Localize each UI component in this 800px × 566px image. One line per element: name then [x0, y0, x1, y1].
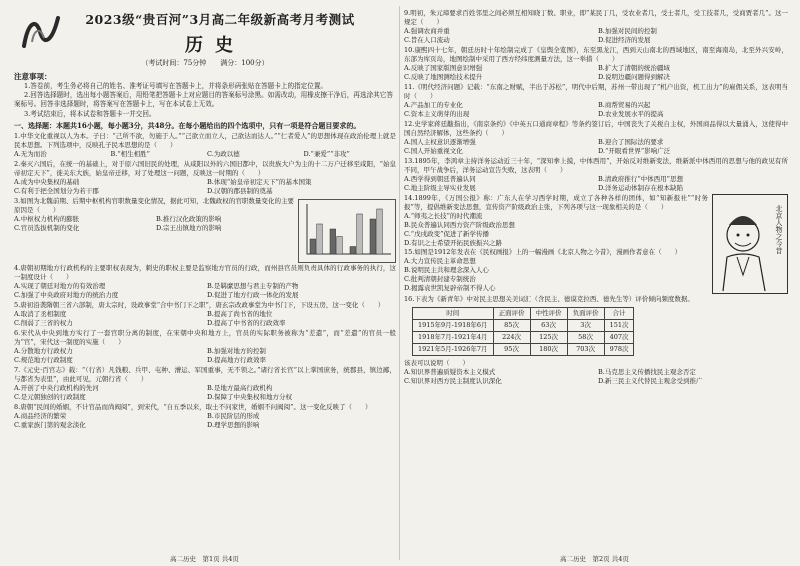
option-c: C.地主阶级主导实业发展 — [404, 184, 476, 192]
table-cell: 1921年5月-1926年7月 — [413, 344, 494, 356]
option-c: C.加强了中央政府对地方的统治力度 — [14, 291, 119, 300]
table-header-row — [413, 308, 634, 320]
option-c: C.“戊戌政变”促进了新学传播 — [404, 230, 489, 238]
table-cell: 1915年9月-1918年6月 — [413, 320, 494, 332]
table-cell: 978次 — [604, 344, 634, 356]
cartoon-illustration — [712, 194, 788, 294]
option-b: B.推行汉化政策的影响 — [156, 215, 222, 224]
option-b: B.是羁縻思想与君主专制的产物 — [207, 282, 299, 291]
question-7 — [14, 366, 396, 402]
bar-前期-4 — [370, 219, 376, 254]
option-b: B.迎合了国际法的要求 — [598, 138, 664, 146]
question-stem: 12.史学家蒋廷黻指出，《南京条约》《中英五口通商章程》等条约签订后，中国丧失了关税自主权，外国商品得以大量涌入，这使得中国自然经济解体，这些条约（ ） — [404, 120, 788, 137]
table-cell: 63次 — [530, 320, 567, 332]
option-d: D.说明边疆问题得到解决 — [598, 73, 671, 81]
question-3 — [14, 197, 396, 263]
table-header: 时间 — [413, 308, 494, 320]
table-cell: 125次 — [530, 332, 567, 344]
option-d: D.理学思想的影响 — [207, 421, 260, 430]
option-a: A.国人主权意识逐渐增强 — [404, 138, 476, 146]
option-a: A.开创了中央行政机构的先河 — [14, 384, 99, 393]
option-d: D.新三民主义代替民主观念受到推广 — [598, 377, 703, 385]
question-13 — [404, 157, 788, 193]
option-c: C.反映了地图测绘技术提升 — [404, 73, 483, 81]
table-cell: 703次 — [567, 344, 604, 356]
table-cell: 151次 — [604, 320, 634, 332]
option-d: D.有识之士希望开拓民族振兴之路 — [404, 239, 503, 247]
option-b: B.民众普遍认同西方资产阶级政治思想 — [404, 221, 515, 229]
option-d: D.宗王出镇地方的影响 — [156, 224, 222, 233]
bar-前期-1 — [310, 239, 316, 254]
option-d: D.农业发展水平的提高 — [598, 110, 664, 118]
option-a: A.知识界普遍质疑资本主义模式 — [404, 368, 496, 376]
question-stem: 6.宋代从中央到地方实行了一套官职分离的制度，在宋朝中央和地方上，官员的实际职务被称为“差遣”，而“差遣”的官员一般为“官”，宋代这一制度的实施（ ） — [14, 329, 396, 347]
option-a: A.中枢权力机构的膨胀 — [14, 215, 80, 224]
question-4 — [14, 264, 396, 300]
table-row — [413, 344, 634, 356]
question-5 — [14, 301, 396, 328]
table-cell: 85次 — [493, 320, 530, 332]
option-b: B.加强对地方的控制 — [207, 347, 266, 356]
option-c: C.规范地方行政制度 — [14, 356, 73, 365]
page-divider — [399, 6, 400, 560]
option-c: C.国人开始重视文化 — [404, 147, 463, 155]
note-item: 3.考试结束后，将本试卷和答题卡一并交回。 — [24, 109, 156, 118]
table-cell: 1918年7月-1921年4月 — [413, 332, 494, 344]
option-b: B.扩大了清朝的统治疆域 — [598, 64, 670, 72]
note-item: 1.答卷前，考生务必将自己的姓名、准考证号填写在答题卡上，并将条形码张贴在答题卡上的指定位置。 — [24, 82, 328, 90]
option-a: A.西学得到朝廷普遍认同 — [404, 175, 476, 183]
option-b: B.“相生相胜” — [110, 150, 150, 159]
school-logo-icon — [18, 12, 64, 52]
question-12 — [404, 120, 788, 156]
question-8 — [14, 403, 396, 430]
question-2 — [14, 160, 396, 196]
option-b: B.体现“始皇帝初定天下”的基本国策 — [207, 178, 312, 187]
notes-heading: 注意事项： — [14, 72, 52, 81]
question-tail: 该表可以说明（ ） — [404, 359, 469, 367]
page-footer-right: 高二历史 第2页 共4页 — [560, 555, 629, 563]
option-c: C.有利于把全国划分为若干郡 — [14, 187, 99, 196]
table-cell: 407次 — [604, 332, 634, 344]
option-d: D.揭露袁世凯复辟帝制不得人心 — [404, 284, 496, 292]
table-cell: 95次 — [493, 344, 530, 356]
option-b: B.清政府推行“中体西用”思想 — [598, 175, 683, 183]
bar-后期-1 — [317, 224, 323, 254]
question-stem: 8.唐朝“民间的婚姻，不计官品而尚阀阅”，到宋代，“自五季以来，取士不问家世，婚姻不问阀阅”。这一变化反映了（ ） — [14, 403, 372, 412]
bar-前期-3 — [350, 247, 356, 255]
option-a: A.产品加工的专业化 — [404, 101, 463, 109]
table-header: 合计 — [604, 308, 634, 320]
question-stem: 16.下表为《新青年》中对民主思想关美词汇（含民主、德谟克拉西、德先生等）评价倾向频度数据。 — [404, 295, 694, 303]
option-b: B.加强对民间的控制 — [598, 27, 657, 35]
section-heading: 一、选择题：本题共16小题，每小题3分，共48分。在每小题给出的四个选项中，只有一项是符合题目要求的。 — [14, 120, 361, 130]
option-c: C.重家族门第的观念淡化 — [14, 421, 86, 430]
question-stem: 14.1899年，《万国公报》称：广东人在学习西学时期，成立了各种各样的团体，如“知新报社”“时务报”等，提倡维新变法思想，宣传资产阶级政治主张，下列各项与这一现象相关的是（ ） — [404, 194, 708, 211]
option-d: D.汉朝的郡县制的奠基 — [207, 187, 273, 196]
option-a: A.成为中央集权的基础 — [14, 178, 80, 187]
option-c: C.资本主义萌芽的出现 — [404, 110, 470, 118]
bar-前期-2 — [330, 229, 336, 254]
question-15-stem: 15.如图是1912年发表在《民权画报》上的一幅漫画《北京人物之今昔》，漫画作者意在（ ） — [404, 248, 682, 256]
page-1 — [14, 8, 396, 548]
option-b: B.市民阶层的形成 — [207, 412, 260, 421]
table-cell: 180次 — [530, 344, 567, 356]
frequency-table — [412, 307, 634, 356]
bar-后期-4 — [377, 209, 383, 254]
page-2 — [404, 8, 788, 548]
subject-title: 历史 — [185, 35, 245, 56]
question-9 — [404, 9, 788, 45]
option-c: C.为政以德 — [207, 150, 240, 159]
note-item: 2.回答选择题时，选出每小题答案后，用铅笔把答题卡上对应题目的答案标号涂黑。如需改动，用橡皮擦干净后，再选涂其它答案标号。回答非选择题时，将答案写在答题卡上，写在本试卷上无效。 — [14, 91, 393, 109]
option-c: C.官员选拔机制的变化 — [14, 224, 80, 233]
option-c: C.削弱了三省的权力 — [14, 319, 73, 328]
question-stem: 1.中华文化重视以人为本。子曰：“己所不欲，勿施于人。”“己欲立而立人，己欲达而达人。”“仁者爱人”的思想体现在政治伦理上就是民本思想。下列选项中，反映孔子民本思想的是（ ） — [14, 132, 396, 150]
cartoon-caption: 北京人物之今昔 — [775, 205, 783, 254]
page-footer-left: 高二历史 第1页 共4页 — [170, 555, 239, 563]
option-a: A.反映了国家版图意识增强 — [404, 64, 483, 72]
table-header: 正面评价 — [493, 308, 530, 320]
option-d: D.促进了地方行政一体化的发展 — [207, 291, 299, 300]
table-row — [413, 332, 634, 344]
option-d: D.洋务运动体制存在根本缺陷 — [598, 184, 684, 192]
bar-chart — [298, 199, 396, 263]
option-a: A.取消了丞相制度 — [14, 310, 67, 319]
question-stem: 2.秦灭六国后，在统一的基础上，对于原六国旧民的处理，从咸阳以外的六国旧都中，以贵族大户为主的十二万户迁移至咸阳，“始皇帝初定天下”，徙关东大族，始皇帝迁移，对了处理这一问题，反映这一时期的（ ） — [14, 160, 396, 178]
question-11 — [404, 83, 788, 119]
bar-后期-3 — [357, 214, 363, 254]
option-b: B.商帮贸易的兴起 — [598, 101, 651, 109]
exam-title: 2023级“贵百河”3月高二年级新高考月考测试 — [85, 12, 355, 27]
option-b: B.马克思主义传播找民主观念否定 — [598, 368, 696, 376]
question-stem: 11.《明代经济问题》记载：“东南之财赋，半出于苏松”，明代中后期，苏州一带出现了“机户出资，机工出力”的雇佣关系，这表明当时（ ） — [404, 83, 788, 100]
question-1 — [14, 132, 396, 159]
option-c: C.批判清朝封建专制统治 — [404, 275, 476, 283]
option-d: D.保障了中央集权和地方分权 — [207, 393, 293, 402]
table-header: 中性评价 — [530, 308, 567, 320]
table-header: 负面评价 — [567, 308, 604, 320]
question-16 — [404, 295, 788, 386]
question-stem: 3.如图为北魏前期、后期中枢机构官职数量变化情况，据此可知，北魏政权的官职数量变化的主要原因是（ ） — [14, 197, 294, 215]
question-10 — [404, 46, 788, 82]
option-a: A.大力宣传民主革命思想 — [404, 257, 476, 265]
option-b: B.说明民主共和理念深入人心 — [404, 266, 489, 274]
question-stem: 9.明初，朱元璋要求百姓邻里之间必须互相知晓丁数、职业，即“某民丁几，受农业者几，受士者几，受工技者几，受商贾者几”。这一规定（ ） — [404, 9, 788, 26]
option-a: A.无为而治 — [14, 150, 47, 159]
option-c: C.知识界对西方民主制度认识深化 — [404, 377, 502, 385]
question-14 — [404, 194, 788, 294]
option-a: A.强调农商并重 — [404, 27, 450, 35]
table-cell: 58次 — [567, 332, 604, 344]
option-d: D.促进经济的发展 — [598, 36, 651, 44]
bar-后期-2 — [337, 237, 343, 255]
option-b: B.提高了尚书省的地位 — [207, 310, 273, 319]
question-stem: 7.《元史·百官志》载：“（行省）凡钱粮、兵甲、屯种、漕运、军国重事，无不领之。”诸行省长官“以上掌国庶务，统郡县，镇边鄙，与都省为表里”，由此可见，元朝行省（ ） — [14, 366, 396, 384]
table-cell: 3次 — [567, 320, 604, 332]
option-c: C.旨在人口流动 — [404, 36, 450, 44]
exam-meta: （考试时间：75分钟 满分：100分） — [141, 59, 269, 67]
option-a: A.分散地方行政权力 — [14, 347, 73, 356]
option-b: B.是地方最高行政机构 — [207, 384, 273, 393]
question-stem: 4.唐朝初期地方行政机构的主要职权表现为，刺史的职权主要是监察地方官员的行政，而州县官员则负责具体的行政事务的执行，这一制度设计（ ） — [14, 264, 396, 282]
option-d: D.“兼爱”“非攻” — [303, 150, 350, 159]
table-row — [413, 320, 634, 332]
question-stem: 13.1895年，李鸿章主持洋务运动近三十年，“深知拳上摸，中体西用”，开始反对维新变法，维新派中体西用的思想与他的政见有所不同，甲午战争后，洋务运动宣告失败，这表明（ ） — [404, 157, 788, 174]
table-cell: 224次 — [493, 332, 530, 344]
option-d: D.提高地方行政效率 — [207, 356, 267, 365]
option-d: D.提高了中书省的行政效率 — [207, 319, 286, 328]
option-a: A.实现了朝廷对地方的有效治理 — [14, 282, 106, 291]
option-c: C.是元朝独创的行政制度 — [14, 393, 86, 402]
question-stem: 10.康熙四十七年，朝廷历时十年绘制完成了《皇舆全览图》，东至黑龙江，西到天山南北的西域地区，南至海南岛，北至外兴安岭，东部为库页岛，地图绘制中采用了西方经纬度测量方法，这一举措（ ） — [404, 46, 788, 63]
question-stem: 5.唐初沿袭隋朝三省六部制，唐太宗时，设政事堂“合中书门下之职”，唐玄宗改政事堂为中书门下，下设五房，这一变化（ ） — [14, 301, 385, 310]
option-a: A.“师夷之长技”的时代潮流 — [404, 212, 483, 220]
option-d: D.“开眼看世界”影响广泛 — [598, 147, 671, 155]
option-a: A.商品经济的繁荣 — [14, 412, 67, 421]
question-6 — [14, 329, 396, 365]
